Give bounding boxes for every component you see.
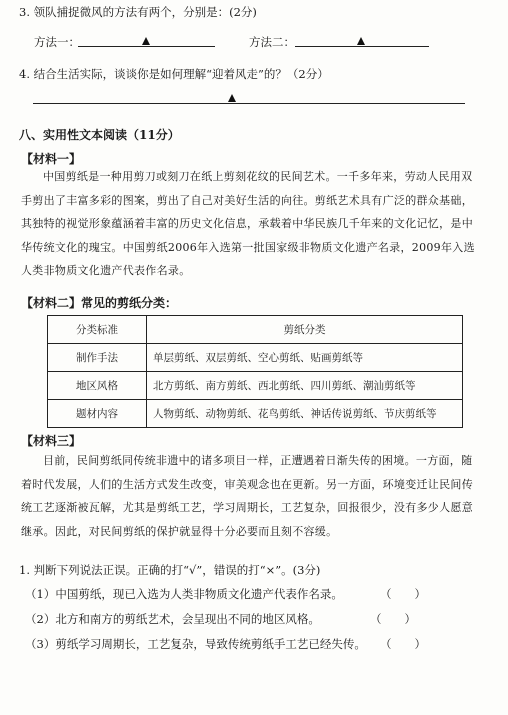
judge-item: （2）北方和南方的剪纸艺术，会呈现出不同的地区风格。 [25, 612, 320, 626]
answer-parenthesis[interactable]: （ ） [380, 637, 426, 651]
method1-answer-line[interactable] [78, 46, 215, 47]
triangle-marker-icon [357, 37, 365, 45]
judge-item: （3）剪纸学习周期长，工艺复杂，导致传统剪纸手工艺已经失传。 [25, 637, 366, 651]
material1-title: 【材料一】 [21, 152, 82, 166]
material2-title: 【材料二】常见的剪纸分类： [21, 296, 178, 310]
table-cell: 单层剪纸、双层剪纸、空心剪纸、贴画剪纸等 [147, 344, 463, 372]
answer-parenthesis[interactable]: （ ） [380, 587, 426, 601]
question-3: 3. 领队捕捉微风的方法有两个，分别是：(2分) [19, 5, 257, 19]
judge-item: （1）中国剪纸，现已入选为人类非物质文化遗产代表作名录。 [25, 587, 343, 601]
answer-parenthesis[interactable]: （ ） [370, 612, 416, 626]
judge-question: 1. 判断下列说法正误。正确的打“√”，错误的打“×”。(3分) [19, 563, 321, 577]
question-4: 4. 结合生活实际，谈谈你是如何理解“迎着风走”的？（2分） [19, 67, 329, 81]
table-header-row [48, 316, 463, 344]
material1-text: 中国剪纸是一种用剪刀或刻刀在纸上剪刻花纹的民间艺术。一千多年来，劳动人民用双手剪出了丰富多彩的图案，剪出了自己对美好生活的向往。剪纸艺术具有广泛的群众基础，其独特的视觉形象蕴涵着丰富的历史文化信息，承载着中华民族几千年来的文化记忆，是中华传统文化的瑰宝。中国剪纸2006年入选第一批国家级非物质文化遗产名录，2009年入选人类非物质文化遗产代表作名录。 [21, 170, 475, 277]
q4-answer-line[interactable] [33, 103, 465, 104]
method2-answer-line[interactable] [295, 46, 429, 47]
material3-text: 目前，民间剪纸同传统非遗中的诸多项目一样，正遭遇着日渐失传的困境。一方面，随着时代发展，人们的生活方式发生改变，审美观念也在更新。另一方面，环境变迁让民间传统工艺逐渐被瓦解，尤其是剪纸工艺，学习周期长，工艺复杂，回报很少，没有多少人愿意继承。因此，对民间剪纸的保护就显得十分必要而且刻不容缓。 [21, 454, 473, 538]
table-cell: 人物剪纸、动物剪纸、花鸟剪纸、神话传说剪纸、节庆剪纸等 [147, 400, 463, 428]
section-title: 八、实用性文本阅读（11分） [19, 128, 180, 142]
triangle-marker-icon [228, 94, 236, 102]
table-cell: 北方剪纸、南方剪纸、西北剪纸、四川剪纸、潮汕剪纸等 [147, 372, 463, 400]
triangle-marker-icon [142, 37, 150, 45]
table-cell: 题材内容 [48, 400, 147, 428]
classification-table [47, 315, 463, 428]
method2-label: 方法二： [249, 35, 295, 49]
material3-title: 【材料三】 [21, 434, 82, 448]
table-header-cell: 剪纸分类 [147, 316, 463, 344]
table-cell: 制作手法 [48, 344, 147, 372]
table-row [48, 400, 463, 428]
table-row [48, 344, 463, 372]
table-row [48, 372, 463, 400]
table-cell: 地区风格 [48, 372, 147, 400]
table-header-cell: 分类标准 [48, 316, 147, 344]
method1-label: 方法一： [34, 35, 80, 49]
